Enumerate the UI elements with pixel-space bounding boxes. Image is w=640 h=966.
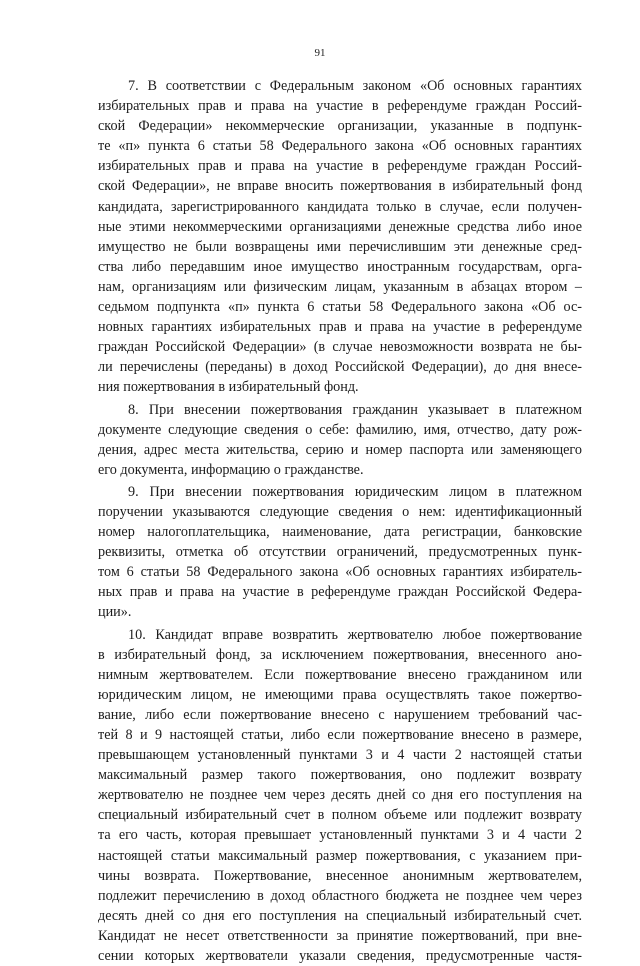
paragraph-9 <box>98 482 582 623</box>
text-line: 9. При внесении пожертвования юридическим лицом в платежном <box>128 483 582 500</box>
paragraph-7 <box>98 76 582 398</box>
text-line: номер налогоплательщика, наименование, дата регистрации, банковские <box>98 524 582 541</box>
text-line: избирательных прав и права на участие в референдуме граждан Россий- <box>98 158 582 175</box>
text-line: реквизиты, отметка об отсутствии ограничений, предусмотренных пунк- <box>98 544 582 561</box>
text-line: том 6 статьи 58 Федерального закона «Об основных гарантиях избиратель- <box>98 564 582 581</box>
paragraph-8 <box>98 400 582 480</box>
text-line: избирательных прав и права на участие в референдуме граждан Россий- <box>98 98 582 115</box>
text-line: его документа, информацию о гражданстве. <box>98 461 364 478</box>
text-line: тей 8 и 9 настоящей статьи, либо если пожертвование внесено в размере, <box>98 727 582 743</box>
text-line: 10. Кандидат вправе возвратить жертвователю любое пожертвование <box>128 626 582 643</box>
text-line: Кандидат не несет ответственности за принятие пожертвований, при вне- <box>98 927 582 944</box>
text-line: ской Федерации» некоммерческие организации, указанные в подпунк- <box>98 118 582 135</box>
page-number: 91 <box>314 47 326 59</box>
text-line: новных гарантиях избирательных прав и права на участие в референдуме <box>98 319 582 336</box>
text-line: сении которых жертвователи указали сведения, предусмотренные частя- <box>98 948 582 965</box>
text-line: документе следующие сведения о себе: фамилию, имя, отчество, дату рож- <box>98 421 582 438</box>
text-line: нам, организациям или физическим лицам, указанным в абзацах втором – <box>98 278 582 295</box>
text-line: ли перечислены (переданы) в доход Российской Федерации), до дня внесе- <box>98 359 582 376</box>
text-line: дения, адрес места жительства, серию и номер паспорта или заменяющего <box>98 441 582 458</box>
text-line: 7. В соответствии с Федеральным законом «Об основных гарантиях <box>128 78 582 94</box>
text-line: граждан Российской Федерации» (в случае невозможности возврата не бы- <box>98 339 582 356</box>
text-line: 8. При внесении пожертвования гражданин указывает в платежном <box>128 401 582 418</box>
text-line: специальный избирательный счет в полном объеме или подлежит возврату <box>98 807 582 824</box>
text-line: ства либо передавшим иное имущество иностранным государствам, орга- <box>98 258 582 275</box>
text-line: подлежит перечислению в доход областного бюджета не позднее чем через <box>98 887 582 904</box>
text-line: в избирательный фонд, за исключением пожертвования, внесенного ано- <box>98 646 582 663</box>
text-line: жертвователю не позднее чем через десять дней со дня его поступления на <box>98 787 582 804</box>
text-line: настоящей статьи максимальный размер пожертвования, с указанием при- <box>98 847 582 864</box>
text-line: ния пожертвования в избирательный фонд. <box>98 379 359 396</box>
text-line: чины возврата. Пожертвование, внесенное анонимным жертвователем, <box>98 867 582 884</box>
text-line: та его часть, которая превышает установленный пунктами 3 и 4 части 2 <box>98 827 582 844</box>
text-line: ных прав и права на участие в референдуме граждан Российской Федера- <box>98 584 582 601</box>
text-line: седьмом подпункта «п» пункта 6 статьи 58 Федерального закона «Об ос- <box>98 299 582 316</box>
text-line: максимальный размер такого пожертвования, оно подлежит возврату <box>98 767 582 784</box>
text-line: те «п» пункта 6 статьи 58 Федерального закона «Об основных гарантиях <box>98 138 582 155</box>
text-line: нимным жертвователем. Если пожертвование внесено гражданином или <box>98 666 582 683</box>
text-line: десять дней со дня его поступления на специальный избирательный счет. <box>98 907 582 924</box>
text-line: превышающем установленный пунктами 3 и 4 части 2 настоящей статьи <box>98 747 582 764</box>
text-line: кандидата, зарегистрированного кандидата только в случае, если получен- <box>98 198 582 215</box>
text-line: ные этими некоммерческими организациями денежные средства либо иное <box>98 218 582 235</box>
text-line: имущество не были возвращены ими перечислившим эти денежные сред- <box>98 238 582 255</box>
text-line: ской Федерации», не вправе вносить пожертвования в избирательный фонд <box>98 178 582 195</box>
text-line: вание, либо если пожертвование внесено с нарушением требований час- <box>98 706 582 723</box>
paragraph-10 <box>98 625 582 966</box>
document-body <box>98 76 582 966</box>
text-line: поручении указываются следующие сведения о нем: идентификационный <box>98 503 582 520</box>
text-line: юридическим лицом, не имеющими права осуществлять такое пожертво- <box>98 686 582 703</box>
text-line: ции». <box>98 604 132 621</box>
